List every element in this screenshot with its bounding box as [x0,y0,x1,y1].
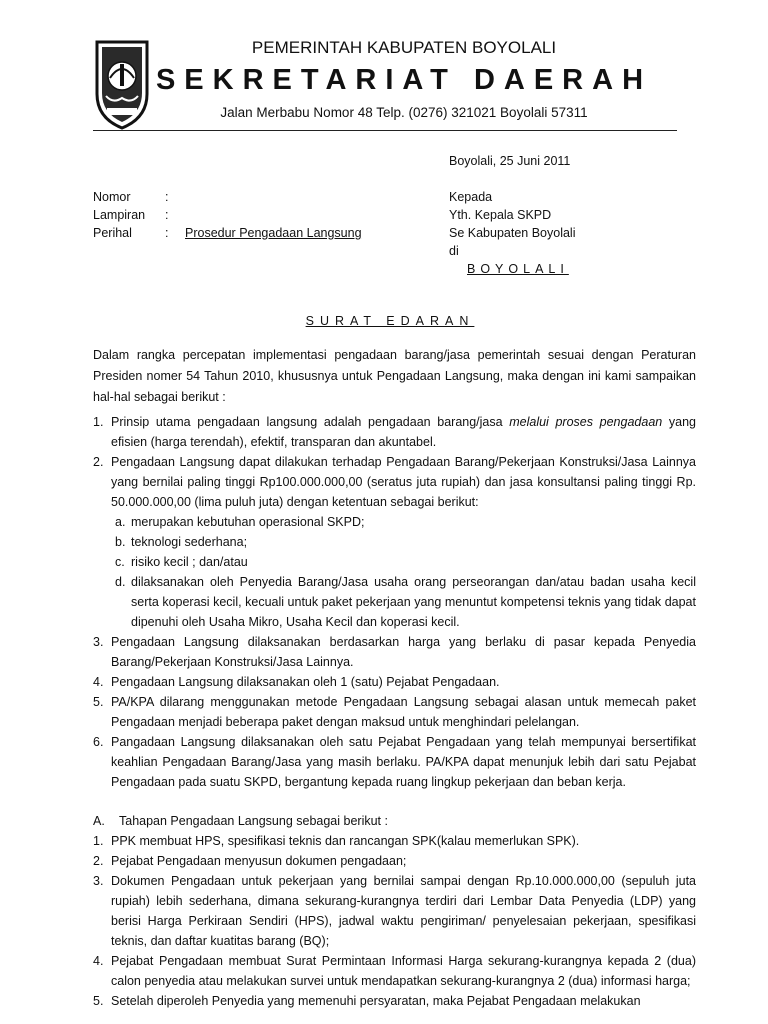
section-a-heading [93,811,696,831]
list-item [93,991,696,1011]
sub-letter: d. [115,575,126,589]
point-text: yang efisien (harga terendah), efektif, transparan dan akuntabel. [111,415,696,449]
list-number: 5. [93,695,104,709]
addressee-line: Kepada [449,190,493,204]
sub-text: risiko kecil ; dan/atau [131,555,248,569]
addressee-city: BOYOLALI [467,262,569,276]
addressee-line: di [449,244,459,258]
meta-sep: : [165,226,169,240]
main-points [93,412,696,792]
section-a [93,811,696,1011]
list-number: 4. [93,954,104,968]
meta-key: Lampiran [93,208,146,222]
list-number: 5. [93,994,104,1008]
list-item [93,692,696,732]
sub-text: teknologi sederhana; [131,535,248,549]
step-text: PPK membuat HPS, spesifikasi teknis dan rancangan SPK(kalau memerlukan SPK). [111,834,580,848]
letter-date: Boyolali, 25 Juni 2011 [449,154,571,168]
step-text: Dokumen Pengadaan untuk pekerjaan yang bernilai sampai dengan Rp.10.000.000,00 (sepuluh juta rupiah) lebih sederhana, dimana sekurang-kurangnya terdiri dari Lembar Data Penyedia (LDP) yang berisi Harga Perkiraan Sendiri (HPS), jadwal waktu pengiriman/ penyelesaian pekerjaan, spesifikasi teknis, dan daftar kuatitas barang (BQ); [111,874,696,948]
meta-row-nomor [93,187,393,205]
list-item [93,632,696,672]
meta-sep: : [165,190,169,204]
sub-item [111,572,696,632]
document-title: SURAT EDARAN [305,314,475,328]
sub-item [111,552,696,572]
meta-key: Nomor [93,190,131,204]
section-title: Tahapan Pengadaan Langsung sebagai berikut : [119,814,388,828]
section-a-steps [93,831,696,1011]
list-item [93,951,696,991]
sub-letter: a. [115,515,126,529]
sub-item [111,512,696,532]
point-emphasis: melalui proses pengadaan [509,415,663,429]
list-number: 2. [93,854,104,868]
list-number: 1. [93,834,104,848]
point-text: PA/KPA dilarang menggunakan metode Pengadaan Langsung sebagai alasan untuk memecah paket Pengadaan menjadi beberapa paket dengan maksud untuk menghindari pelelangan. [111,695,696,729]
point-text: Pangadaan Langsung dilaksanakan oleh satu Pejabat Pengadaan yang telah mempunyai bersertifikat keahlian Pengadaan Barang/Jasa yang masih berlaku. PA/KPA dapat menunjuk lebih dari satu Pejabat Pengadaan pada suatu SKPD, bergantung kepada ruang lingkup pekerjaan dan beban kerja. [111,735,696,789]
point-text: Pengadaan Langsung dilaksanakan berdasarkan harga yang berlaku di pasar kepada Penyedia Barang/Pekerjaan Konstruksi/Jasa Lainnya. [111,635,696,669]
meta-value-subject: Prosedur Pengadaan Langsung [185,226,362,240]
list-item [93,831,696,851]
meta-sep: : [165,208,169,222]
point-text: Pengadaan Langsung dapat dilakukan terhadap Pengadaan Barang/Pekerjaan Konstruksi/Jasa Lainnya yang bernilai paling tinggi Rp100.000.000,00 (seratus juta rupiah) dan jasa konsultansi paling tinggi Rp. 50.000.000,00 (lima puluh juta) dengan ketentuan sebagai berikut: [111,455,696,509]
letter-meta [93,187,393,241]
sub-text: merupakan kebutuhan operasional SKPD; [131,515,365,529]
addressee-line: Yth. Kepala SKPD [449,208,552,222]
list-number: 3. [93,635,104,649]
list-number: 1. [93,415,104,429]
list-item [93,452,696,632]
sub-item [111,532,696,552]
sub-list [111,512,696,632]
section-letter: A. [93,814,105,828]
list-number: 2. [93,455,104,469]
office-title: SEKRETARIAT DAERAH [155,64,653,96]
step-text: Setelah diperoleh Penyedia yang memenuhi persyaratan, maka Pejabat Pengadaan melakukan [111,994,641,1008]
sub-letter: c. [115,555,125,569]
step-text: Pejabat Pengadaan menyusun dokumen pengadaan; [111,854,407,868]
organization-name: PEMERINTAH KABUPATEN BOYOLALI [251,38,557,57]
list-number: 6. [93,735,104,749]
list-item [93,412,696,452]
point-text: Prinsip utama pengadaan langsung adalah pengadaan barang/jasa [111,415,510,429]
list-item [93,672,696,692]
intro-paragraph: Dalam rangka percepatan implementasi pengadaan barang/jasa pemerintah sesuai dengan Peraturan Presiden nomer 54 Tahun 2010, khususnya untuk Pengadaan Langsung, maka dengan ini kami sampaikan hal-hal sebagai berikut : [93,348,696,404]
office-address: Jalan Merbabu Nomor 48 Telp. (0276) 321021 Boyolali 57311 [220,105,588,120]
list-item [93,871,696,951]
step-text: Pejabat Pengadaan membuat Surat Permintaan Informasi Harga sekurang-kurangnya kepada 2 (dua) calon penyedia atau melakukan survei untuk mendapatkan sekurang-kurangnya 2 (dua) informasi harga; [111,954,696,988]
list-item [93,851,696,871]
letterhead-divider [93,130,677,131]
point-text: Pengadaan Langsung dilaksanakan oleh 1 (satu) Pejabat Pengadaan. [111,675,500,689]
list-number: 3. [93,874,104,888]
sub-text: dilaksanakan oleh Penyedia Barang/Jasa usaha orang perseorangan dan/atau badan usaha kecil serta koperasi kecil, kecuali untuk paket pekerjaan yang menuntut kompetensi teknis yang tidak dapat dipenuhi oleh Usaha Mikro, Usaha Kecil dan koperasi kecil. [131,575,696,629]
addressee-line: Se Kabupaten Boyolali [449,226,576,240]
list-item [93,732,696,792]
meta-row-lampiran [93,205,393,223]
addressee-block [449,187,669,277]
sub-letter: b. [115,535,126,549]
meta-key: Perihal [93,226,132,240]
meta-row-perihal [93,223,393,241]
list-number: 4. [93,675,104,689]
